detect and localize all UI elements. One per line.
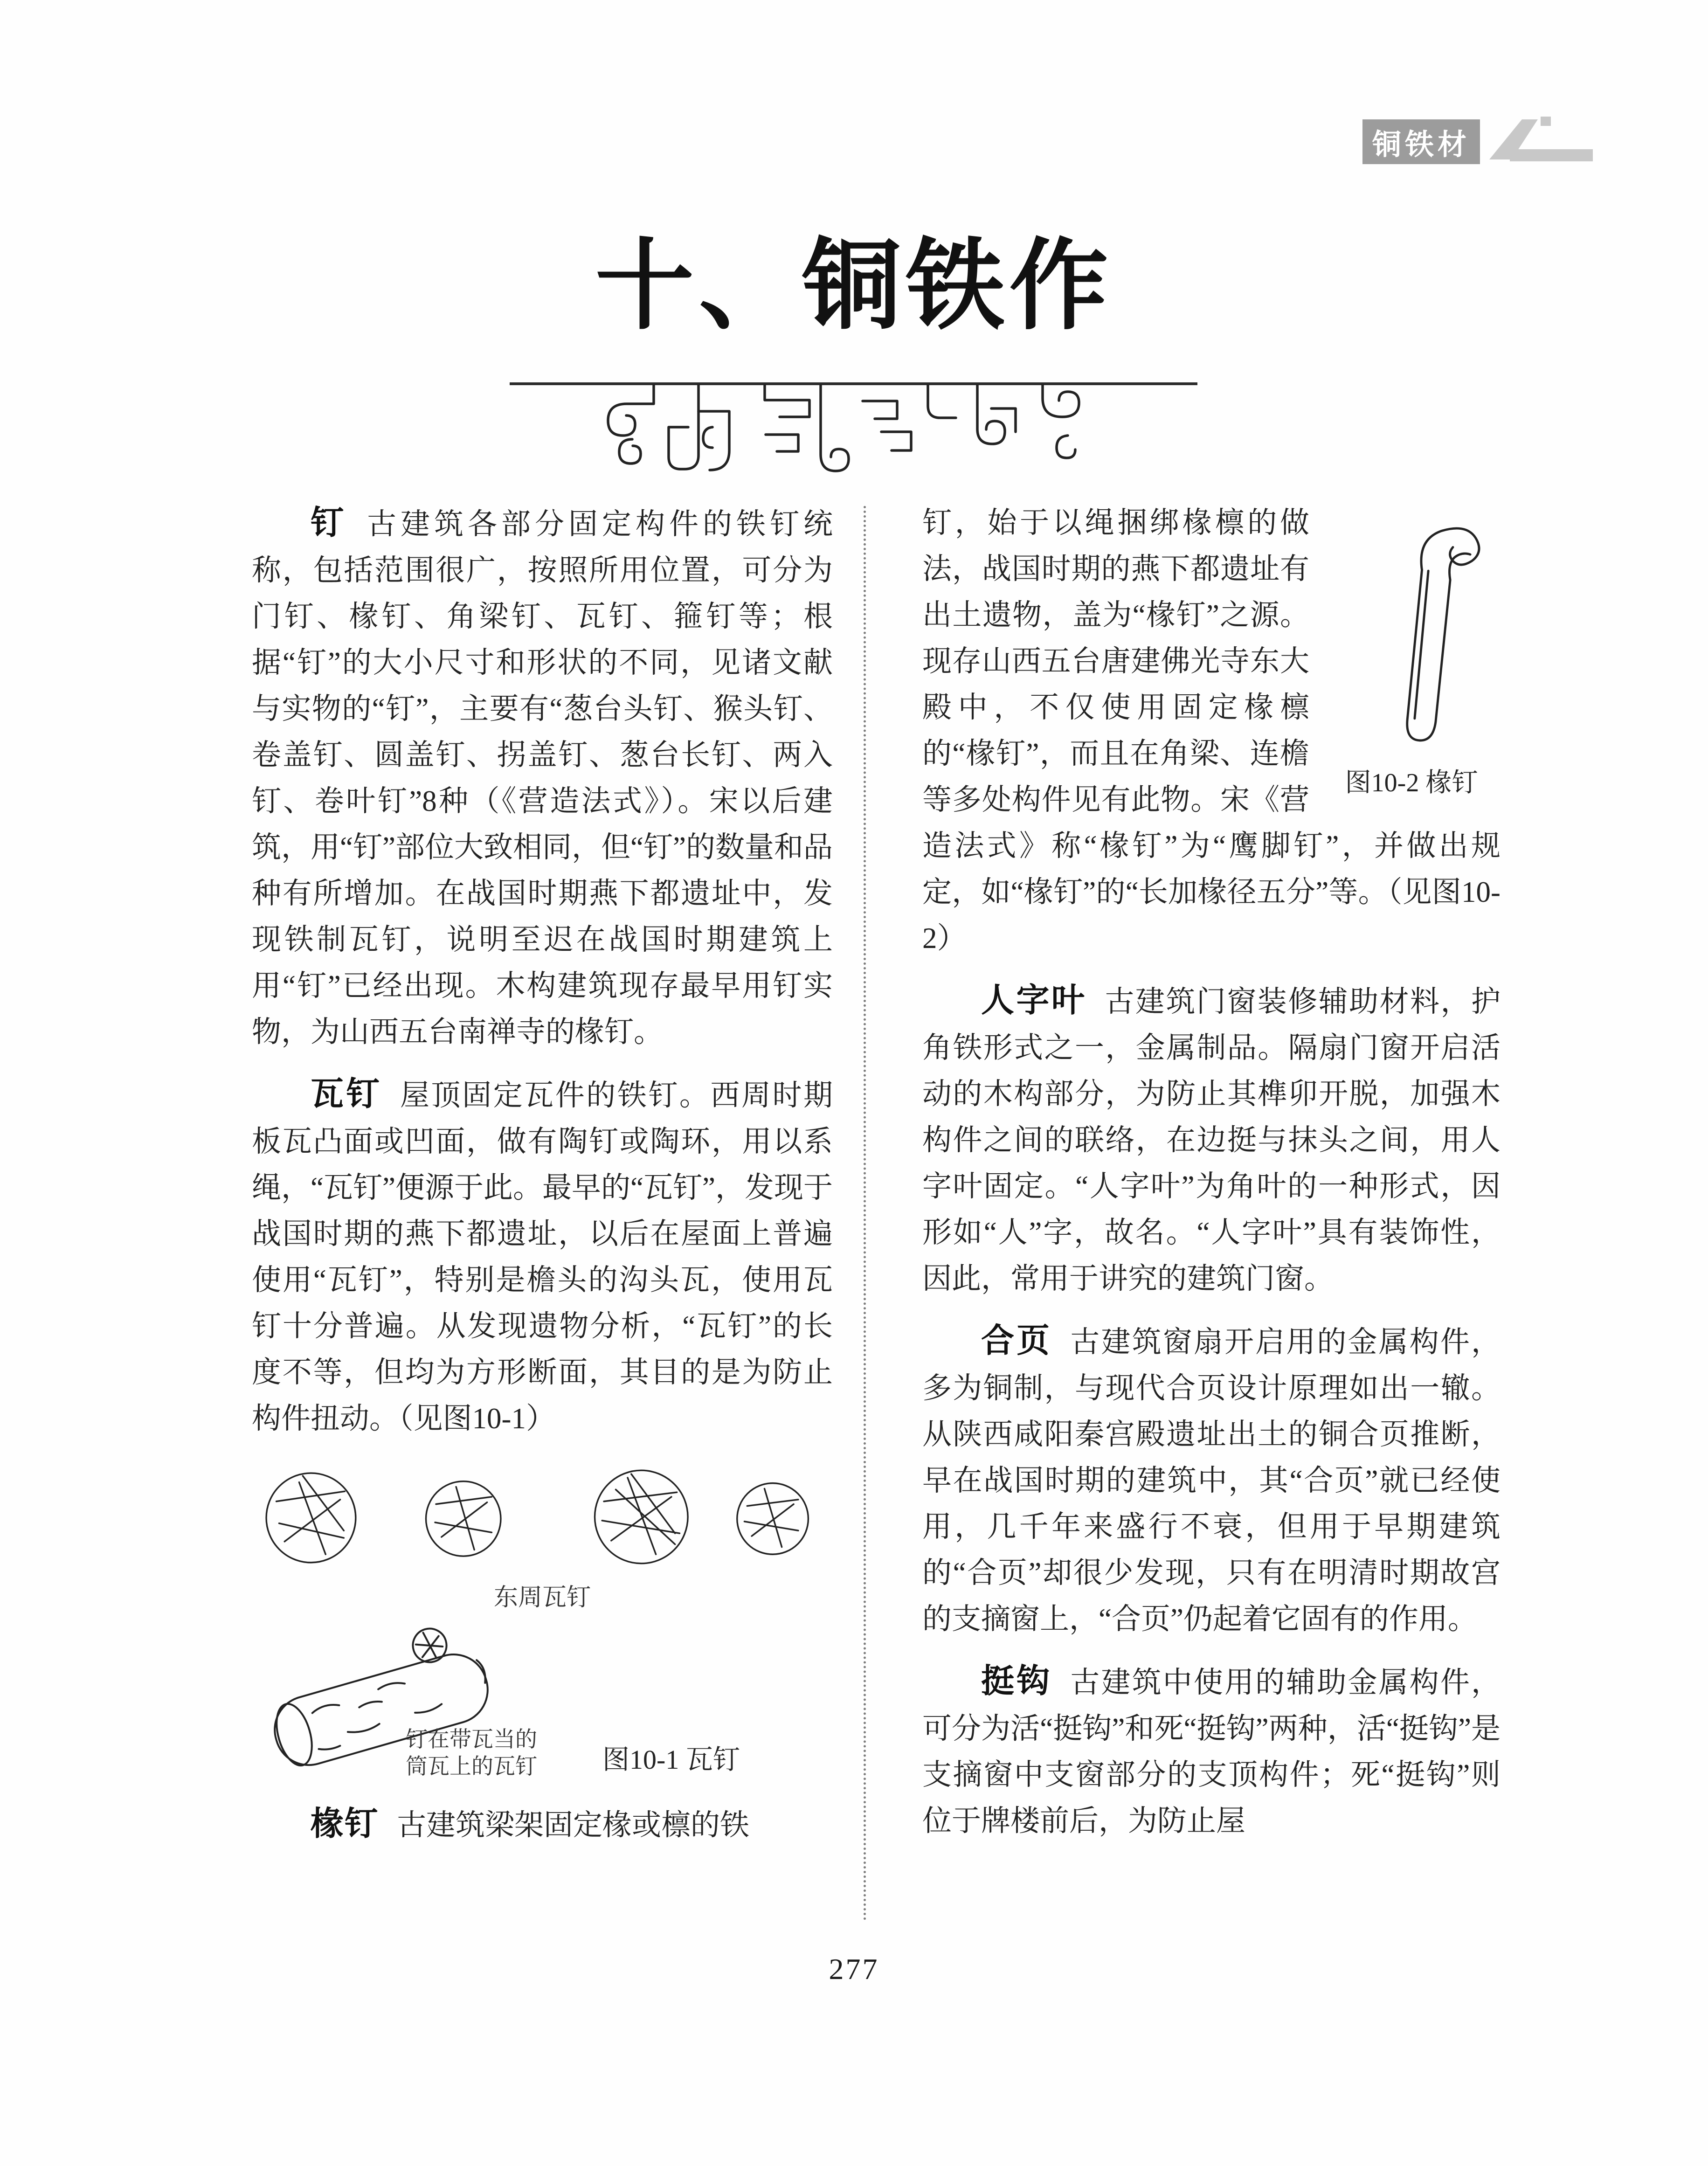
figure-zhou-caption: 东周瓦钉: [493, 1585, 591, 1611]
entry-heye-term: 合页: [981, 1322, 1052, 1359]
entry-ding-text: 古建筑各部分固定构件的铁钉统称，包括范围很广，按照所用位置，可分为门钉、椽钉、角梁钉、瓦钉、箍钉等；根据“钉”的大小尺寸和形状的不同，见诸文献与实物的“钉”，主要有“葱台头钉、猴头钉、卷盖钉、圆盖钉、拐盖钉、葱台长钉、两入钉、卷叶钉”8种（《营造法式》）。宋以后建筑，用“钉”部位大致相同，但“钉”的数量和品种有所增加。在战国时期燕下都遗址中，发现铁制瓦钉，说明至迟在战国时期建筑上用“钉”已经出现。木构建筑现存最早用钉实物，为山西五台南禅寺的椽钉。: [252, 508, 833, 1048]
entry-chuanding-term: 椽钉: [311, 1806, 379, 1842]
entry-ding: [252, 500, 833, 1055]
entry-ding-term: 钉: [311, 505, 349, 541]
entry-renziye-term: 人字叶: [981, 982, 1087, 1019]
entry-wading-term: 瓦钉: [311, 1076, 382, 1113]
column-divider: [864, 506, 866, 1921]
entry-heye-text: 古建筑窗扇开启用的金属构件，多为铜制，与现代合页设计原理如出一辙。从陕西咸阳秦宫殿遗址出土的铜合页推断，早在战国时期的建筑中，其“合页”就已经使用，几千年来盛行不衰，但用于早期建筑的“合页”却很少发现，只有在明清时期故宫的支摘窗上，“合页”仍起着它固有的作用。: [922, 1326, 1501, 1635]
entry-wading-text: 屋顶固定瓦件的铁钉。西周时期板瓦凸面或凹面，做有陶钉或陶环，用以系绳，“瓦钉”便源于此。最早的“瓦钉”，发现于战国时期的燕下都遗址，以后在屋面上普遍使用“瓦钉”，特别是檐头的沟头瓦，使用瓦钉十分普遍。从发现遗物分析，“瓦钉”的长度不等，但均为方形断面，其目的是为防止构件扭动。（见图10-1）: [252, 1079, 833, 1435]
chapter-title: 十、铜铁作: [595, 232, 1113, 341]
page-number: 277: [829, 1952, 879, 1986]
figure-zhou-tile-nails: [252, 1454, 833, 1612]
header-section-badge-label: 铜铁材: [1372, 128, 1470, 161]
left-column: [252, 500, 833, 1848]
corner-arrow-icon: [1486, 117, 1593, 168]
decorative-scroll-icon: [602, 384, 1114, 475]
entry-tinggou-term: 挺钩: [981, 1663, 1052, 1700]
figure-10-2: [1322, 500, 1501, 802]
rafter-nail-illustration: [1392, 500, 1492, 752]
entry-renziye-text: 古建筑门窗装修辅助材料，护角铁形式之一，金属制品。隔扇门窗开启活动的木构部分，为防止其榫卯开脱，加强木构件之间的联络，在边挺与抹头之间，用人字叶固定。“人字叶”为角叶的一种形式，因形如“人”字，故名。“人字叶”具有装饰性，因此，常用于讲究的建筑门窗。: [922, 985, 1501, 1295]
entry-chuanding: [252, 1801, 833, 1848]
header-section-badge: [1362, 119, 1480, 164]
figure-10-1: [252, 1616, 833, 1801]
entry-chuanding-text: 古建筑梁架固定椽或檩的铁: [397, 1809, 750, 1841]
figure-10-2-caption: 图10-2 椽钉: [1345, 768, 1478, 797]
nail-heads-illustration: [256, 1454, 829, 1581]
figure-10-1-caption: 图10-1 瓦钉: [602, 1744, 740, 1775]
entry-renziye: [922, 977, 1501, 1302]
right-column: [922, 500, 1501, 1844]
entry-wading: [252, 1071, 833, 1442]
entry-tinggou: [922, 1658, 1501, 1844]
figure-10-1-pointer-label: 钉在带瓦当的 筒瓦上的瓦钉: [406, 1728, 537, 1779]
entry-chuanding-continuation: 钉，始于以绳捆绑椽檩的做法，战国时期的燕下都遗址有出土遗物，盖为“椽钉”之源。现存山西五台唐建佛光寺东大殿中，不仅使用固定椽檩的“椽钉”，而且在角梁、连檐等多处构件见有此物。宋《营造法式》称“椽钉”为“鹰脚钉”，并做出规定，如“椽钉”的“长加椽径五分”等。（见图10-2）: [922, 506, 1501, 955]
entry-heye: [922, 1318, 1501, 1642]
entry-tinggou-text: 古建筑中使用的辅助金属构件，可分为活“挺钩”和死“挺钩”两种，活“挺钩”是支摘窗中支窗部分的支顶构件；死“挺钩”则位于牌楼前后，为防止屋: [922, 1666, 1501, 1837]
